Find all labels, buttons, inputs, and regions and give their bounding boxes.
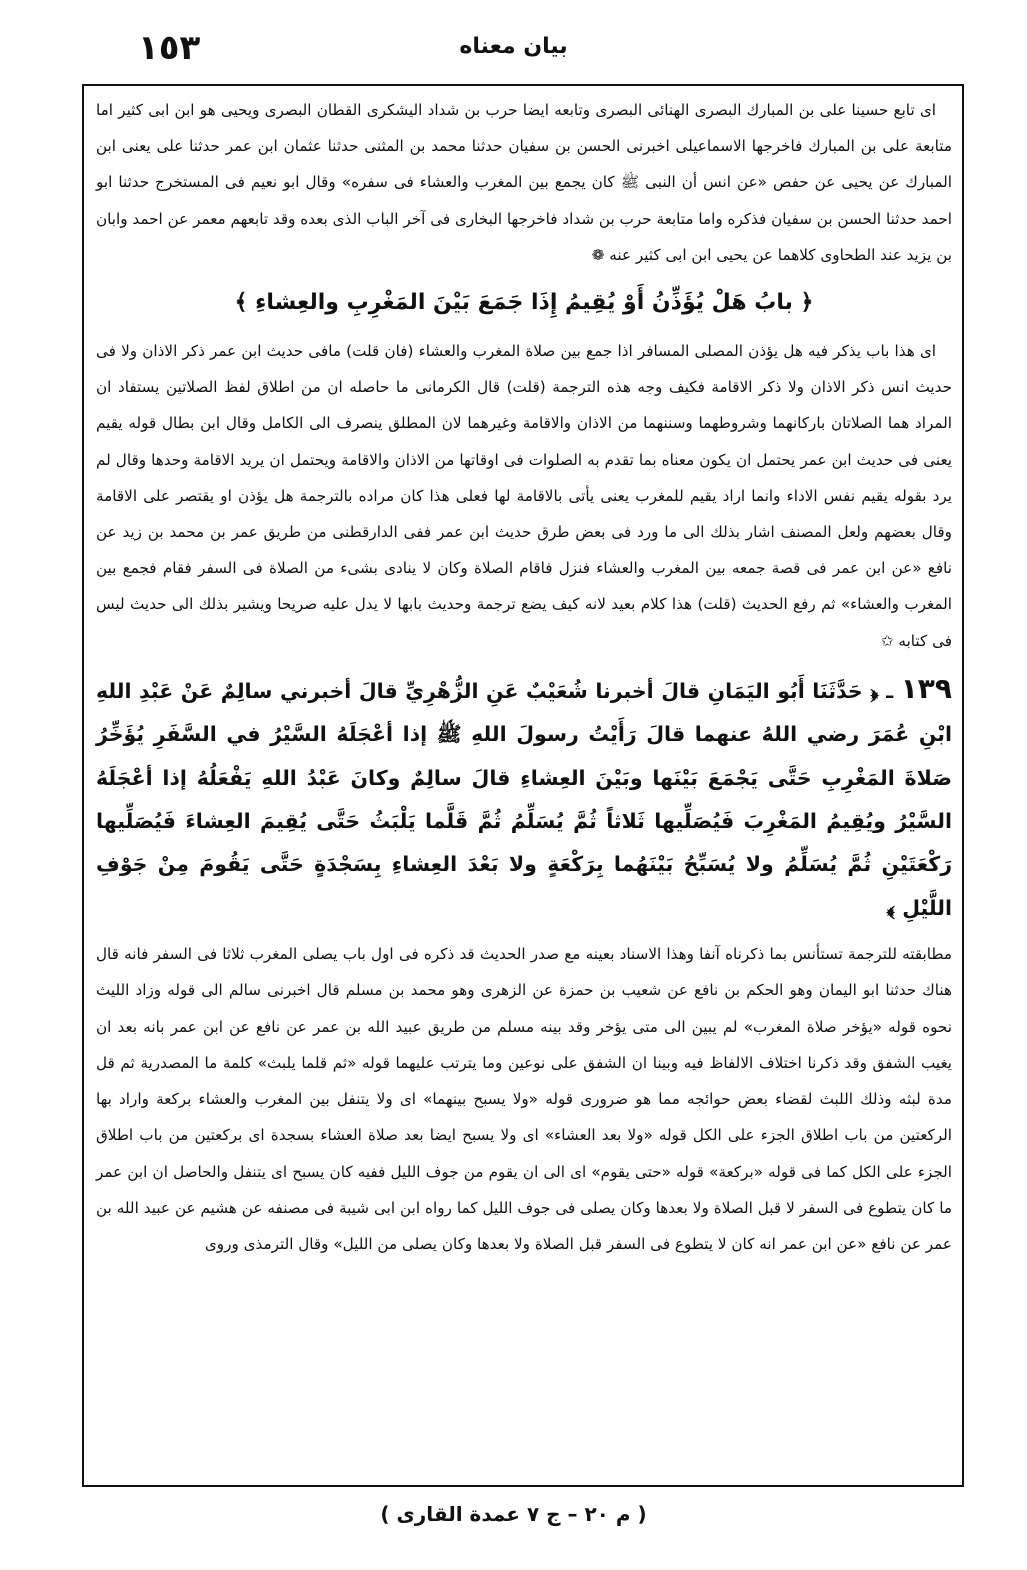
commentary-paragraph-2: اى هذا باب يذكر فيه هل يؤذن المصلى المسافر اذا جمع بين صلاة المغرب والعشاء (فان قلت) مافى حديث ابن عمر ذكر الاذان ولا فى حديث انس ذكر الاذان ولا ذكر الاقامة فكيف وجه هذه الترجمة (قلت) قال الكرمانى ما حاصله ان من اطلاق لفظ الصلاتين يستفاد ان المراد هما الصلاتان باركانهما وشروطهما وسننهما من الاذان والاقامة وغيرهما لان المطلق ينصرف الى الكامل وقال ابن بطال قوله يقيم يعنى فى حديث ابن عمر يحتمل ان يكون معناه بما تقدم به الصلوات فى اوقاتها من الاذان والاقامة ويحتمل ان يريد الاقامة وحدها وقال لم يرد بقوله يقيم نفس الاداء وانما اراد يقيم للمغرب يعنى يأتى بالاقامة لها فعلى هذا كان مراده بالترجمة هل يؤذن او يقتصر على الاقامة وقال بعضهم ولعل المصنف اشار بذلك الى ما ورد فى بعض طرق حديث ابن عمر ففى الدارقطنى من طريق عمر بن محمد بن زيد عن نافع «عن ابن عمر فى قصة جمعه بين المغرب والعشاء فنزل فاقام الصلاة وكان لا ينادى بشىء من الصلاة فى السفر فقام فجمع بين المغرب والعشاء» ثم رفع الحديث (قلت) هذا كلام بعيد لانه كيف يضع ترجمة وحديث بابها لا يدل عليه صريحا ويشير بذلك الى حديث ليس فى كتابه ✩ — [96, 342, 952, 650]
chapter-title: ﴿ بابُ هَلْ يُؤَذِّنُ أَوْ يُقِيمُ إِذَا جَمَعَ بَيْنَ المَغْرِبِ والعِشاءِ ﴾ — [234, 290, 814, 316]
footer-signature: ( م ٢٠ – ج ٧ عمدة القارى ) — [380, 1502, 647, 1526]
hadith-number: ١٣٩ — [900, 671, 952, 705]
running-head: بيان معناه — [459, 34, 568, 59]
commentary-paragraph-1: اى تابع حسينا على بن المبارك البصرى الهنائى البصرى وتابعه ايضا حرب بن شداد اليشكرى القطان البصرى ويحيى هو ابن ابى كثير اما متابعة على بن المبارك فاخرجها الاسماعيلى اخبرنى الحسن بن سفيان حدثنا محمد بن المثنى حدثنا عثمان ابن عمر حدثنا على يعنى ابن المبارك عن يحيى عن حفص «عن انس أن النبى ﷺ كان يجمع بين المغرب والعشاء فى سفره» وقال ابو نعيم فى المستخرج حدثنا ابو احمد حدثنا الحسن بن سفيان فذكره واما متابعة حرب بن شداد فاخرجها البخارى فى آخر الباب الذى بعده وقد تابعهم معمر عن احمد وابان بن يزيد عند الطحاوى كلاهما عن يحيى ابن ابى كثير عنه ❁ — [96, 101, 952, 264]
commentary-paragraph-3: مطابقته للترجمة تستأنس بما ذكرناه آنفا وهذا الاسناد بعينه مع صدر الحديث قد ذكره فى اول باب يصلى المغرب ثلاثا فى السفر فانه قال هناك حدثنا ابو اليمان وهو الحكم بن نافع عن شعيب بن حمزة عن الزهرى وهو محمد بن مسلم قال اخبرنى سالم الى قوله وزاد الليث نحوه قوله «يؤخر صلاة المغرب» لم يبين الى متى يؤخر وقد بينه مسلم من طريق عبيد الله بن عمر عن نافع عن ابن عمر بانه بعد ان يغيب الشفق وقد ذكرنا اختلاف الالفاظ فيه وبينا ان الشفق على نوعين وما يترتب عليهما قوله «ثم قلما يلبث» كلمة ما المصدرية ثم قل مدة لبثه وذلك اللبث لقضاء بعض حوائجه مما هو ضرورى قوله «ولا يسبح بينهما» اى ولا يتنفل بين المغرب والعشاء بركعة واراد بها الركعتين من باب اطلاق الجزء على الكل قوله «ولا بعد العشاء» اى ولا يسبح ايضا بعد صلاة العشاء بسجدة اى بركعتين من باب اطلاق الجزء على الكل كما فى قوله «بركعة» قوله «حتى يقوم» اى الى ان يقوم من جوف الليل ففيه كان يسبح اى يتنفل والحاصل ان ابن عمر ما كان يتطوع فى السفر لا قبل الصلاة ولا بعدها وكان يصلى فى جوف الليل كما رواه ابن ابى شيبة فى مصنفه عن هشيم عن عبيد الله بن عمر عن نافع «عن ابن عمر انه كان لا يتطوع فى السفر قبل الصلاة ولا بعدها وكان يصلى من الليل» وقال الترمذى وروى — [96, 945, 952, 1253]
main-text — [96, 92, 952, 1262]
hadith-text: ـ ﴿ حَدَّثَنَا أَبُو اليَمَانِ قالَ أخبرنا شُعَيْبٌ عَنِ الزُّهْرِيِّ قالَ أخبرني سالِمٌ عَنْ عَبْدِ اللهِ ابْنِ عُمَرَ رضي اللهُ عنهما قالَ رَأَيْتُ رسولَ اللهِ ﷺ إذا أعْجَلَهُ السَّيْرُ في السَّفَرِ يُؤَخِّرُ صَلاةَ المَغْرِبِ حَتَّى يَجْمَعَ بَيْنَها وبَيْنَ العِشاءِ قالَ سالِمٌ وكانَ عَبْدُ اللهِ يَفْعَلُهُ إذا أعْجَلَهُ السَّيْرُ ويُقِيمُ المَغْرِبَ فَيُصَلِّيها ثَلاثاً ثُمَّ يُسَلِّمُ ثُمَّ قَلَّما يَلْبَثُ حَتَّى يُقِيمَ العِشاءَ فَيُصَلِّيها رَكْعَتَيْنِ ثُمَّ يُسَلِّمُ ولا يُسَبِّحُ بَيْنَهُما بِرَكْعَةٍ ولا بَعْدَ العِشاءِ بِسَجْدَةٍ حَتَّى يَقُومَ مِنْ جَوْفِ اللَّيْلِ ﴾ — [96, 678, 952, 920]
hadith-block — [96, 667, 952, 930]
page-number: ١٥٣ — [138, 28, 201, 68]
